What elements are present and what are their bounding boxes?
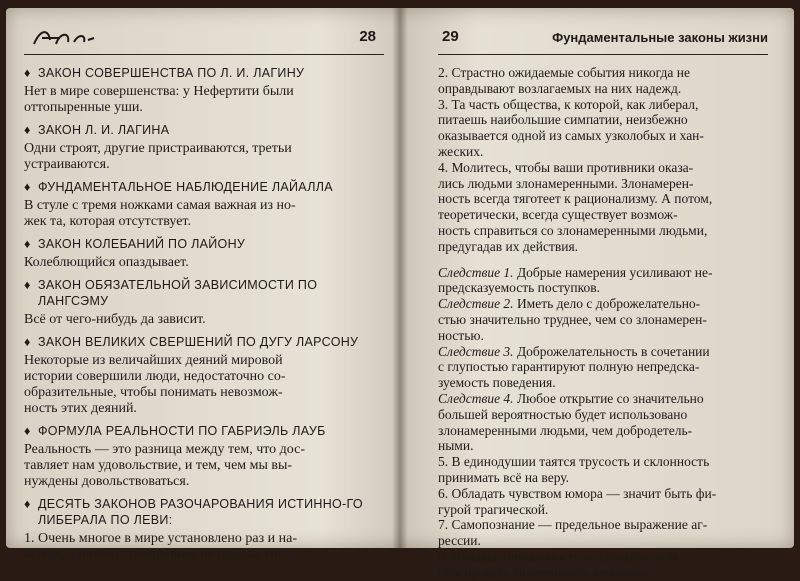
body-line: оказывается одной из самых узколобых и хан- [438,128,704,144]
corollary-line: предсказуемость поступков. [438,280,601,296]
corollaries [438,265,768,455]
body-line: 8. Никакая гениальность не способна ком- [438,548,682,564]
law-text-line: 1. Очень многое в мире установлено раз и на- [24,531,297,546]
drop-bullet-icon: ♦ [24,278,31,292]
law-title: ФОРМУЛА РЕАЛЬНОСТИ ПО ГАБРИЭЛЬ ЛАУБ [38,424,326,438]
left-page-number: 28 [359,28,376,45]
body-line: лись людьми злонамеренными. Злонамерен- [438,175,694,191]
law-text-line: Одни строят, другие пристраиваются, третьи [24,141,292,156]
drop-bullet-icon: ♦ [24,66,31,80]
right-page-number: 29 [442,28,459,45]
book-spread [6,8,794,580]
body-line: рессии. [438,533,481,549]
body-line: гурой трагической. [438,501,549,517]
left-page-header [24,20,384,55]
drop-bullet-icon: ♦ [24,237,31,251]
law-text-line: Некоторые из величайших деяний мировой [24,353,283,368]
drop-bullet-icon: ♦ [24,123,31,137]
body-line: предугадав их действия. [438,238,579,254]
corollary-line: большей вероятностью будет использовано [438,406,688,422]
law-block [24,122,384,173]
corollary-line [438,344,768,360]
corollary-line [438,296,768,312]
body-line: принимать всё на веру. [438,469,570,485]
law-title: ДЕСЯТЬ ЗАКОНОВ РАЗОЧАРОВАНИЯ ИСТИННО-ГО ЛИБЕРАЛА ПО ЛЕВИ: [38,497,363,527]
drop-bullet-icon: ♦ [24,497,31,511]
law-text-line: нуждены довольствоваться. [24,474,190,489]
body-line: ность всегда тяготеет к рационализму. А потом, [438,191,713,207]
law-title: ЗАКОН ВЕЛИКИХ СВЕРШЕНИЙ ПО ДУГУ ЛАРСОНУ [38,335,359,349]
law-text-line: образительные, чтобы понимать невозмож- [24,385,283,400]
law-title: ЗАКОН СОВЕРШЕНСТВА ПО Л. И. ЛАГИНУ [38,66,305,80]
law-block [24,496,384,563]
law-text-line: истории совершили люди, недостаточно со- [24,369,286,384]
left-page [24,8,384,562]
drop-bullet-icon: ♦ [24,180,31,194]
drop-bullet-icon: ♦ [24,424,31,438]
law-title: ЗАКОН ОБЯЗАТЕЛЬНОЙ ЗАВИСИМОСТИ ПО ЛАНГСЭМУ [38,278,318,308]
corollary-label: Следствие 3. [438,343,514,359]
corollary-text: Добрые намерения усиливают не- [516,264,713,280]
law-text-line: тавляет нам удовольствие, и тем, чем мы вы- [24,458,293,473]
law-title: ЗАКОН КОЛЕБАНИЙ ПО ЛАЙОНУ [38,237,246,251]
body-line: оправдывают возлагаемых на них надежд. [438,80,682,96]
body-line: 4. Молитесь, чтобы ваши противники оказа- [438,159,694,175]
corollary-label: Следствие 1. [438,264,514,280]
body-line: 3. Та часть общества, к которой, как либерал, [438,96,699,112]
body-line: 5. В единодушии таятся трусость и склонность [438,454,710,470]
corollary-label: Следствие 2. [438,296,514,312]
body-line: 7. Самопознание — предельное выражение аг- [438,517,708,533]
law-text-line: В стуле с тремя ножками самая важная из но- [24,198,296,213]
corollary-text: Любое открытие со значительно [516,390,704,406]
law-text-line: Нет в мире совершенства: у Нефертити были [24,84,294,99]
corollary-line [438,391,768,407]
publisher-logo-icon [30,22,100,52]
drop-bullet-icon: ♦ [24,335,31,349]
law-text-line: устраиваются. [24,157,110,172]
law-text-line: оттопыренные уши. [24,100,143,115]
corollary-line: стью значительно труднее, чем со злонамерен- [438,311,707,327]
corollary-line: злонамеренными людьми, чем добродетель- [438,422,693,438]
law-text-line: Всё от чего-нибудь да зависит. [24,312,206,327]
corollary-label: Следствие 4. [438,390,514,406]
law-block [24,179,384,230]
running-title: Фундаментальные законы жизни [552,30,768,45]
corollary-text: Доброжелательность в сочетании [516,343,710,359]
body-line: пенсировать увлеченность мелочами. [438,564,654,580]
body-line: питаешь наибольшие симпатии, неизбежно [438,112,688,128]
body-line: ность справиться со злонамеренными людьми, [438,222,708,238]
law-block [24,277,384,328]
corollary-line: зуемость поведения. [438,375,556,391]
law-text-line: жек та, которая отсутствует. [24,214,191,229]
corollary-line: ными. [438,438,474,454]
corollary-text: Иметь дело с доброжелательно- [516,296,701,312]
law-text-line: всегда, а потому изменениям не подвластно. [24,547,289,562]
body-line: 2. Страстно ожидаемые события никогда не [438,65,690,80]
law-title: ЗАКОН Л. И. ЛАГИНА [38,123,170,137]
right-body [438,65,768,581]
law-block [24,423,384,490]
law-block [24,236,384,271]
law-block [24,65,384,116]
right-page-header [438,20,768,55]
right-page [438,8,768,580]
corollary-line [438,265,768,281]
left-laws [24,65,384,563]
body-line: 6. Обладать чувством юмора — значит быть фи- [438,485,717,501]
law-text-line: Реальность — это разница между тем, что дос- [24,442,306,457]
corollary-line: ностью. [438,327,484,343]
corollary-line: с глупостью гарантируют полную непредска- [438,359,700,375]
law-text-line: ность этих деяний. [24,401,137,416]
law-text-line: Колеблющийся опаздывает. [24,255,189,270]
law-title: ФУНДАМЕНТАЛЬНОЕ НАБЛЮДЕНИЕ ЛАЙАЛЛА [38,180,333,194]
law-block [24,334,384,417]
body-line: теоретически, всегда существует возмож- [438,207,678,223]
body-line: жеских. [438,143,484,159]
